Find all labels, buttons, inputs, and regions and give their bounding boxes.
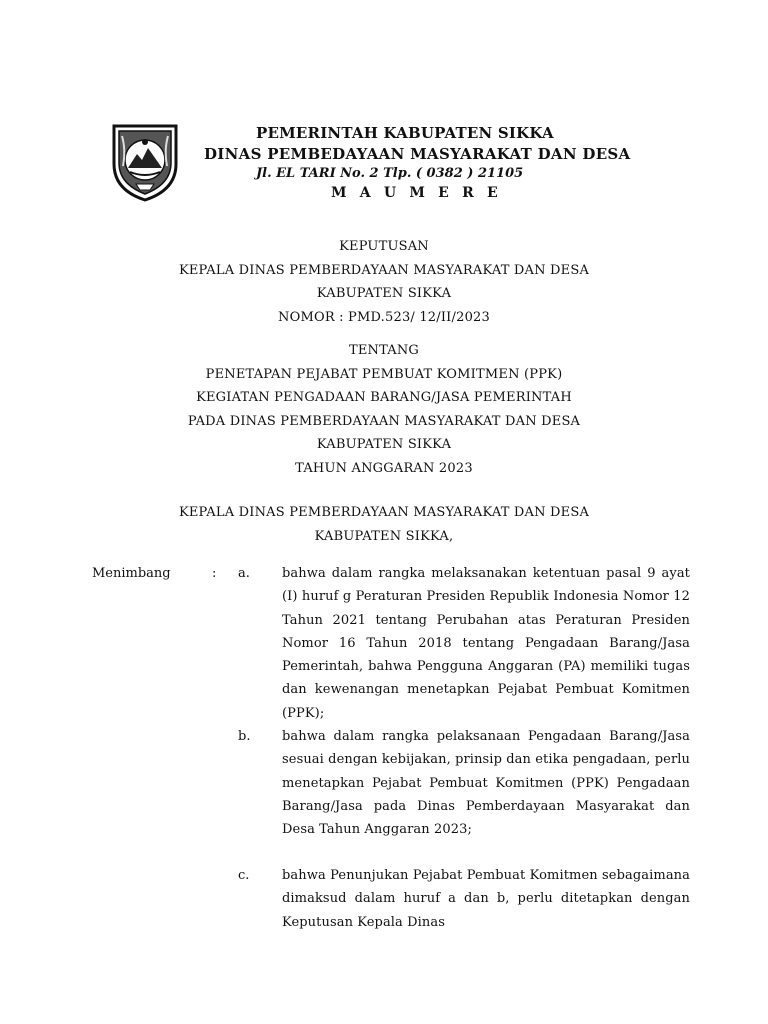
considering-colon: : (212, 566, 217, 581)
subject-block (0, 339, 768, 480)
letterhead (0, 0, 768, 215)
item-text: bahwa dalam rangka pelaksanaan Pengadaan Barang/Jasa sesuai dengan kebijakan, prinsip dan etika pengadaan, perlu menetapkan Pejabat Pembuat Komitmen (PPK) Pengadaan Barang/Jasa pada Dinas Pemberdayaan Masyarakat dan Desa Tahun Anggaran 2023; (282, 729, 690, 838)
decision-number: NOMOR : PMD.523/ 12/II/2023 (278, 309, 490, 325)
item-text: bahwa dalam rangka melaksanakan ketentuan pasal 9 ayat (I) huruf g Peraturan Presiden Republik Indonesia Nomor 12 Tahun 2021 tentang Perubahan atas Peraturan Presiden Nomor 16 Tahun 2018 tentang Pengadaan Barang/Jasa Pemerintah, bahwa Pengguna Anggaran (PA) memiliki tugas dan kewenangan menetapkan Pejabat Pembuat Komitmen (PPK); (282, 566, 690, 721)
subject-line: PADA DINAS PEMBERDAYAAN MASYARAKAT DAN DESA (187, 413, 581, 429)
regency-emblem-icon (106, 120, 184, 202)
authority-line: KEPALA DINAS PEMBERDAYAAN MASYARAKAT DAN DESA (178, 505, 590, 520)
authority-line: KABUPATEN SIKKA, (314, 528, 454, 544)
item-text: bahwa Penunjukan Pejabat Pembuat Komitmen sebagaimana dimaksud dalam huruf a dan b, perlu ditetapkan dengan Keputusan Kepala Dinas (282, 868, 690, 930)
agency-name: DINAS PEMBEDAYAAN MASYARAKAT DAN DESA (204, 145, 631, 163)
decision-heading: KEPUTUSAN (339, 239, 429, 254)
decision-heading-block (0, 235, 768, 329)
decision-issuer: KEPALA DINAS PEMBERDAYAAN MASYARAKAT DAN DESA (178, 262, 590, 278)
agency-city: M A U M E R E (331, 185, 502, 201)
subject-line: KABUPATEN SIKKA (316, 437, 452, 452)
authority-block (0, 501, 768, 548)
government-name: PEMERINTAH KABUPATEN SIKKA (256, 124, 554, 142)
item-letter: a. (238, 566, 250, 581)
decision-region: KABUPATEN SIKKA (316, 286, 452, 301)
subject-about: TENTANG (348, 343, 420, 358)
considering-label: Menimbang (92, 566, 171, 581)
subject-line: PENETAPAN PEJABAT PEMBUAT KOMITMEN (PPK) (205, 366, 563, 382)
item-letter: c. (238, 868, 250, 883)
item-letter: b. (238, 729, 251, 744)
subject-line: KEGIATAN PENGADAAN BARANG/JASA PEMERINTAH (196, 390, 572, 405)
agency-address: Jl. EL TARI No. 2 Tlp. ( 0382 ) 21105 (256, 166, 524, 181)
subject-line: TAHUN ANGGARAN 2023 (295, 460, 473, 476)
